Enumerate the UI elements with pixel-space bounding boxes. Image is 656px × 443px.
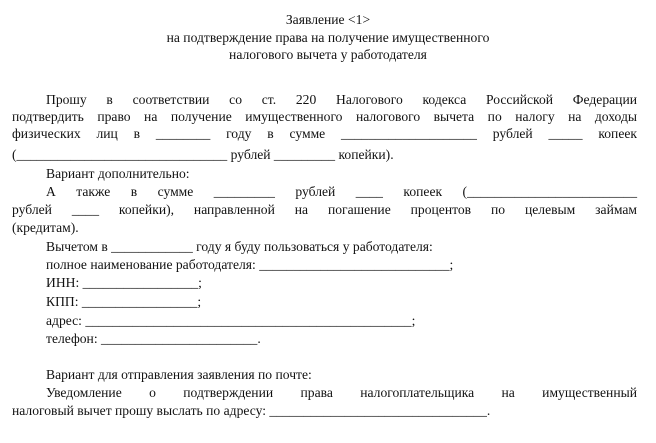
kpp-line: КПП: _________________; [46, 294, 202, 309]
variant-extra-line-2: рублей ____ копейки), направленной на погашение процентов по целевым займам [12, 202, 637, 217]
variant-extra-line-1: А также в сумме _________ рублей ____ копеек (_________________________ [46, 184, 637, 199]
request-paragraph-line-1: Прошу в соответствии со ст. 220 Налогового кодекса Российской Федерации [46, 92, 637, 107]
address-line: адрес: ________________________________________________; [46, 313, 416, 328]
mail-variant-heading: Вариант для отправления заявления по почте: [46, 367, 312, 382]
request-paragraph-line-3: физических лиц в ________ году в сумме ____________________ рублей _____ копеек [12, 126, 637, 141]
document-subtitle-line-1: на подтверждение права на получение имущественного [166, 30, 490, 45]
document-title: Заявление <1> [285, 12, 371, 27]
mail-variant-line-1: Уведомление о подтверждении права налогоплательщика на имущественный [46, 385, 637, 400]
request-paragraph-line-4: (_______________________________ рублей _________ копейки). [12, 147, 394, 162]
variant-extra-heading: Вариант дополнительно: [46, 166, 190, 181]
deduction-year-line: Вычетом в ____________ году я буду пользоваться у работодателя: [46, 239, 433, 254]
document-subtitle-line-2: налогового вычета у работодателя [229, 47, 427, 62]
phone-line: телефон: _______________________. [46, 331, 261, 346]
request-paragraph-line-2: подтвердить право на получение имущественного налогового вычета по налогу на доходы [12, 109, 637, 124]
inn-line: ИНН: _________________; [46, 275, 202, 290]
employer-name-line: полное наименование работодателя: ____________________________; [46, 257, 454, 272]
mail-variant-line-2: налоговый вычет прошу выслать по адресу: ________________________________. [12, 403, 491, 418]
variant-extra-line-3: (кредитам). [12, 220, 79, 235]
